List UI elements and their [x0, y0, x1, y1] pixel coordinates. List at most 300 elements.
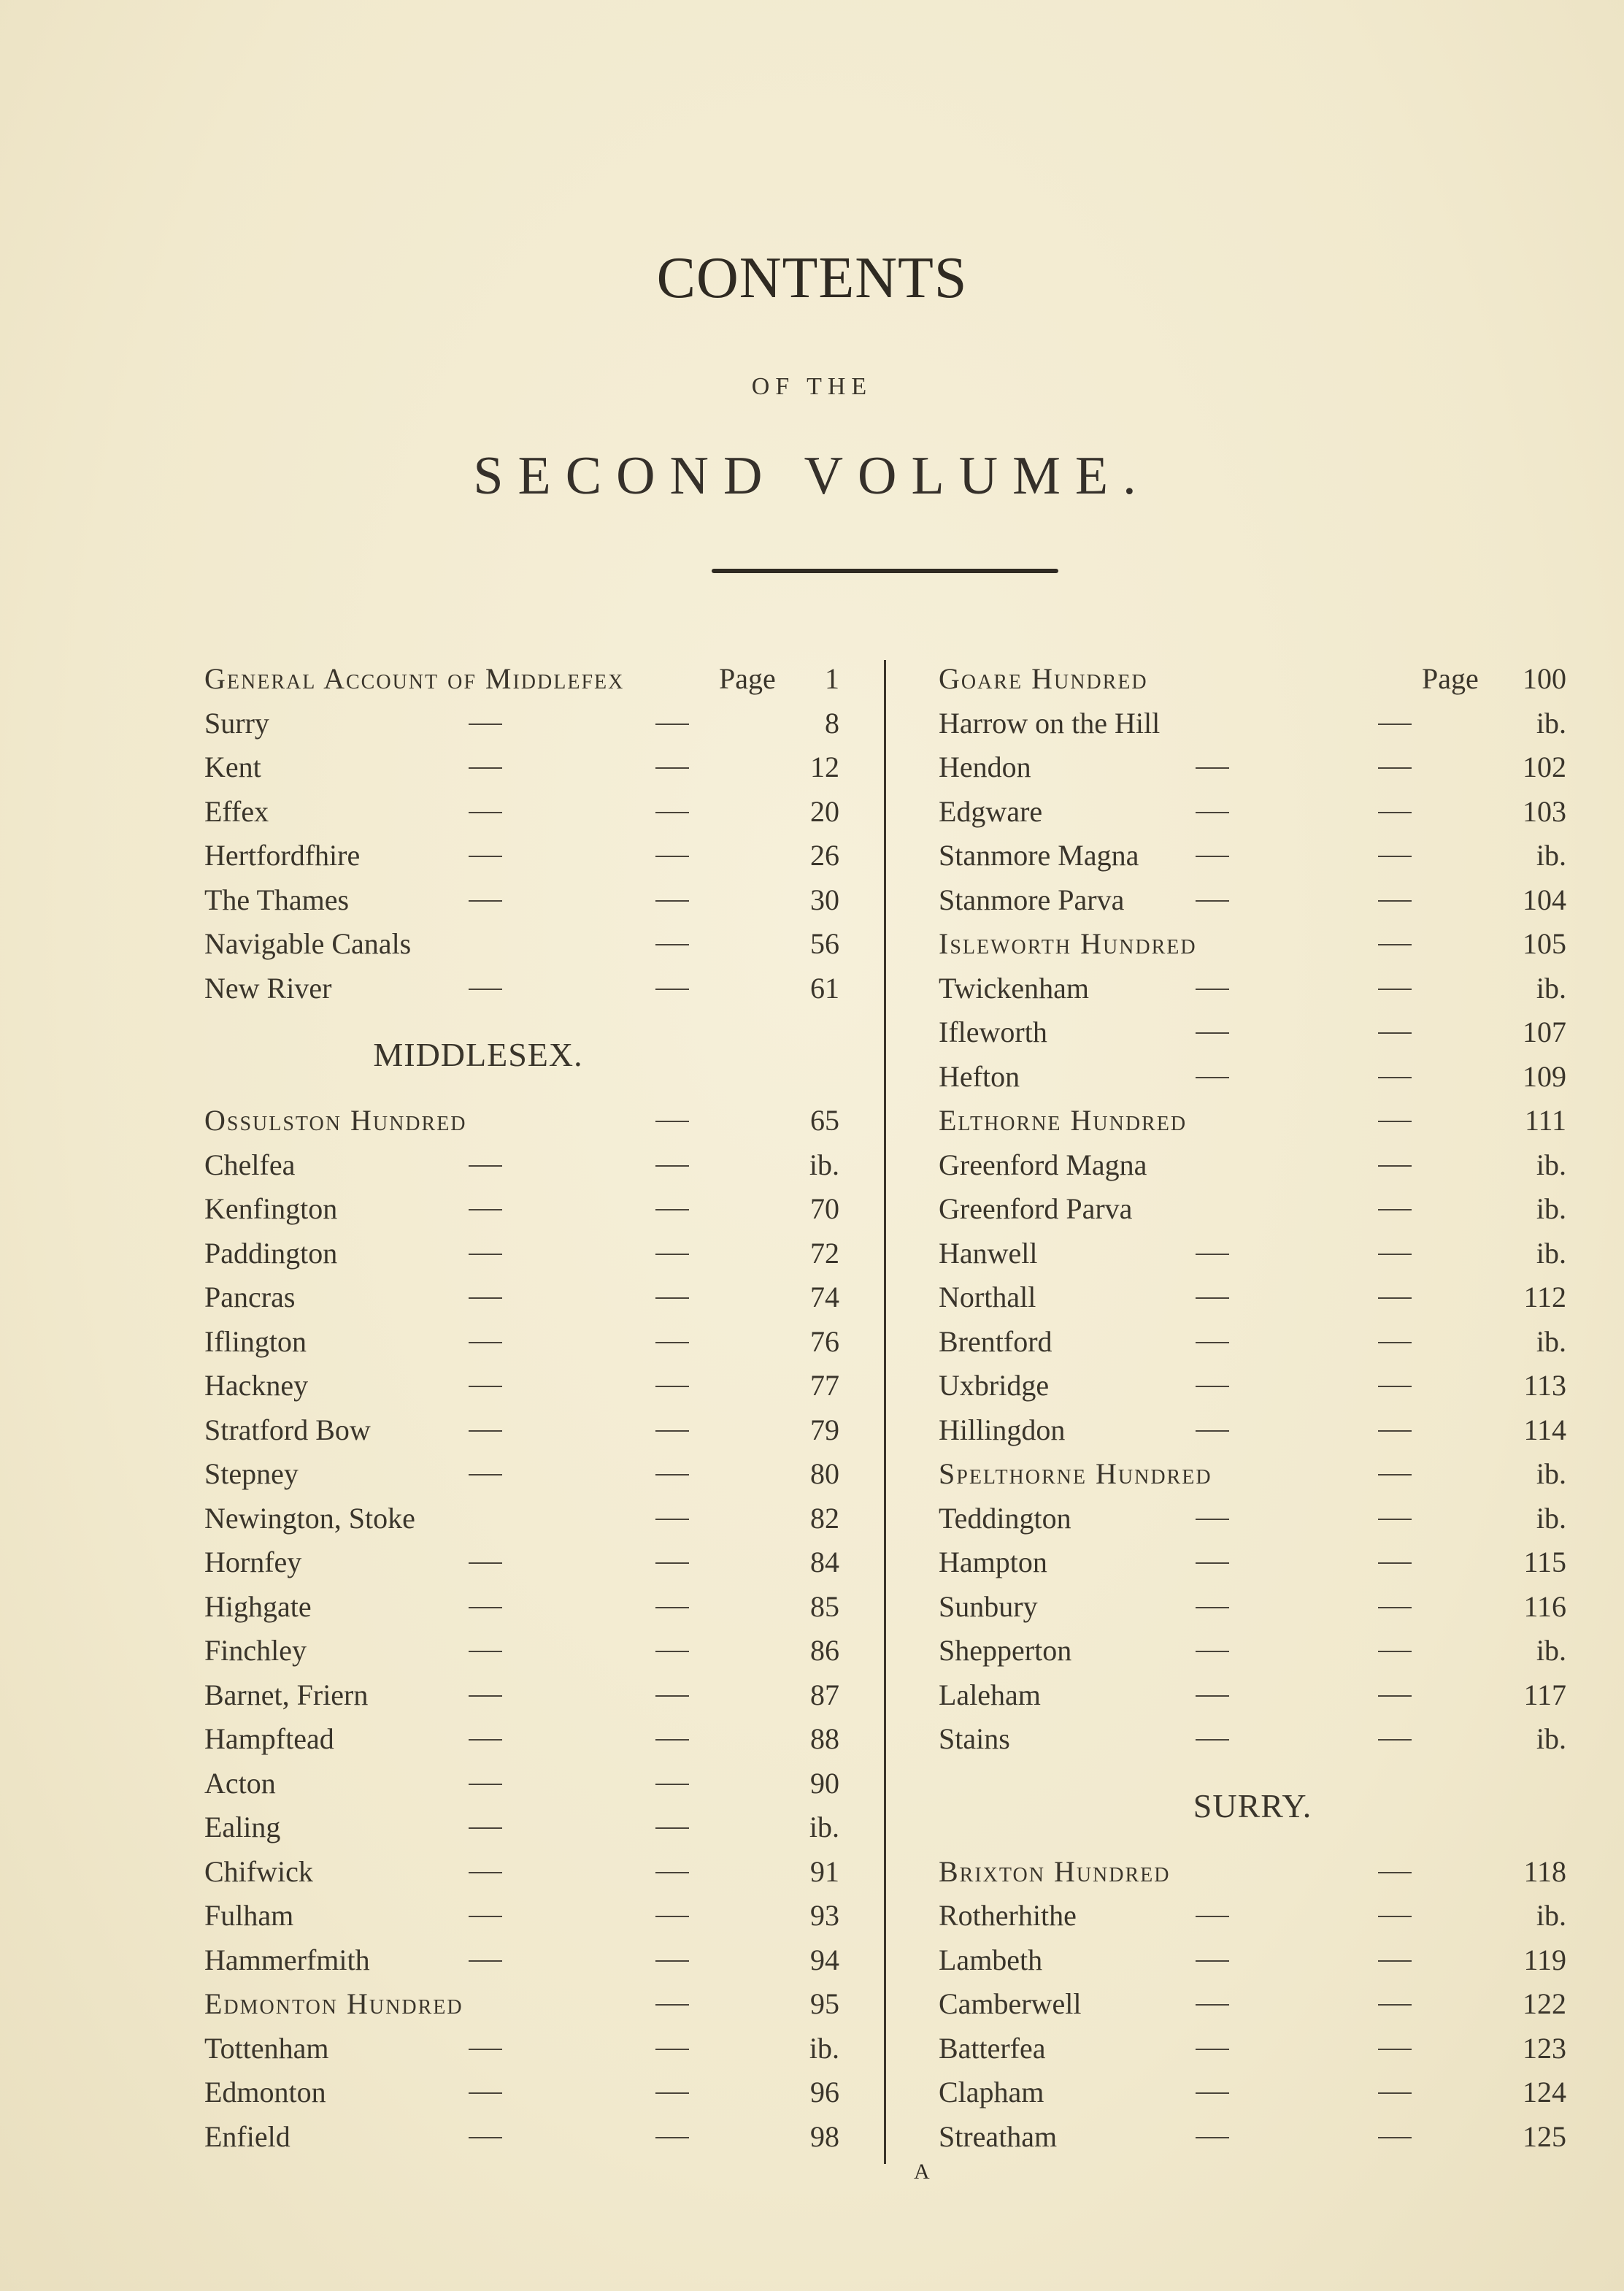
- leader-dash: [469, 2049, 502, 2050]
- entry-name: Newington, Stoke: [204, 1501, 415, 1535]
- leader-dash: [1196, 2092, 1229, 2094]
- page-number: 86: [810, 1634, 839, 1667]
- page-number: 115: [1523, 1546, 1566, 1578]
- contents-row: [939, 834, 1566, 878]
- entry-name: Northall: [939, 1281, 1036, 1313]
- page-number: 105: [1523, 927, 1566, 960]
- leader-dash: [469, 1872, 502, 1873]
- page-number: 1: [825, 662, 839, 695]
- contents-right-column: [939, 657, 1566, 2159]
- page-number: 109: [1523, 1059, 1566, 1093]
- page-number: 111: [1524, 1104, 1566, 1137]
- leader-dash: [655, 1297, 689, 1299]
- entry-name: Greenford Parva: [939, 1192, 1133, 1225]
- leader-dash: [655, 724, 689, 725]
- contents-row: [939, 1540, 1566, 1585]
- entry-name: Hanwell: [939, 1236, 1038, 1270]
- ornamental-rule: [712, 569, 1058, 573]
- leader-dash: [1378, 1209, 1412, 1210]
- leader-dash: [1196, 1254, 1229, 1255]
- contents-row: [939, 922, 1566, 967]
- leader-dash: [655, 1784, 689, 1785]
- contents-row: [939, 1010, 1566, 1055]
- page-number: 122: [1523, 1987, 1566, 2020]
- leader-dash: [655, 900, 689, 902]
- entry-name: Surry: [204, 706, 269, 740]
- entry-name: Harrow on the Hill: [939, 706, 1161, 740]
- leader-dash: [1378, 812, 1412, 813]
- entry-name: Elthorne Hundred: [939, 1104, 1188, 1137]
- contents-row: [939, 702, 1566, 746]
- page-number: ib.: [1536, 1501, 1566, 1535]
- page-number: 124: [1523, 2076, 1566, 2108]
- contents-row: [204, 1762, 839, 1806]
- page-number: ib.: [1536, 1192, 1566, 1225]
- page-number: 98: [810, 2119, 839, 2153]
- entry-name: Rotherhithe: [939, 1899, 1077, 1932]
- page-number: ib.: [809, 2031, 839, 2065]
- page-number: 90: [810, 1766, 839, 1800]
- leader-dash: [655, 1342, 689, 1343]
- leader-dash: [1196, 1430, 1229, 1432]
- entry-name: Batterfea: [939, 2031, 1046, 2065]
- page-number: 119: [1523, 1943, 1566, 1976]
- leader-dash: [1378, 1607, 1412, 1608]
- leader-dash: [1196, 812, 1229, 813]
- leader-dash: [1196, 1297, 1229, 1299]
- leader-dash: [655, 1562, 689, 1564]
- leader-dash: [469, 1960, 502, 1962]
- page-number: ib.: [1536, 1722, 1566, 1755]
- entry-name: Sunbury: [939, 1589, 1038, 1623]
- entry-name: Stepney: [204, 1457, 299, 1490]
- page-number: 20: [810, 794, 839, 828]
- leader-dash: [1196, 1607, 1229, 1608]
- leader-dash: [1378, 1254, 1412, 1255]
- entry-name: Chelfea: [204, 1148, 296, 1181]
- contents-row: [204, 790, 839, 834]
- contents-row: [939, 1232, 1566, 1276]
- contents-row: [204, 1452, 839, 1497]
- leader-dash: [1378, 1121, 1412, 1122]
- page-number: 30: [810, 883, 839, 916]
- page-number: 76: [810, 1324, 839, 1358]
- page-number: 94: [810, 1943, 839, 1976]
- contents-row: [204, 1099, 839, 1143]
- leader-dash: [469, 1430, 502, 1432]
- entry-name: Hendon: [939, 751, 1031, 783]
- contents-row: [204, 1364, 839, 1408]
- page-number: ib.: [1536, 839, 1566, 872]
- leader-dash: [1378, 1297, 1412, 1299]
- entry-name: Barnet, Friern: [204, 1678, 369, 1711]
- page-number: 26: [810, 839, 839, 872]
- leader-dash: [1196, 2137, 1229, 2138]
- leader-dash: [1378, 2049, 1412, 2050]
- page-number: 65: [810, 1104, 839, 1137]
- page-number: 93: [810, 1899, 839, 1932]
- page-number: 72: [810, 1236, 839, 1270]
- page-number: 79: [810, 1413, 839, 1446]
- contents-row: [204, 702, 839, 746]
- leader-dash: [469, 1739, 502, 1741]
- page-number: 104: [1523, 883, 1566, 916]
- contents-row: [939, 1938, 1566, 1983]
- contents-row: [939, 657, 1566, 702]
- entry-name: General Account of Middlefex: [204, 662, 625, 695]
- contents-row: [939, 1894, 1566, 1938]
- contents-row: [204, 1275, 839, 1320]
- entry-name: Camberwell: [939, 1987, 1082, 2020]
- entry-name: Stanmore Parva: [939, 883, 1125, 916]
- contents-row: [204, 1408, 839, 1453]
- page-number: 100: [1523, 662, 1566, 695]
- leader-dash: [469, 1916, 502, 1917]
- leader-dash: [469, 900, 502, 902]
- section-heading-surry: SURRY.: [1193, 1787, 1312, 1824]
- leader-dash: [469, 1209, 502, 1210]
- entry-name: Acton: [204, 1766, 276, 1800]
- page-number: ib.: [1536, 1634, 1566, 1667]
- leader-dash: [1378, 1651, 1412, 1652]
- leader-dash: [1196, 1739, 1229, 1741]
- leader-dash: [655, 856, 689, 857]
- entry-name: Tottenham: [204, 2031, 329, 2065]
- leader-dash: [469, 1562, 502, 1564]
- leader-dash: [1378, 1916, 1412, 1917]
- leader-dash: [469, 1695, 502, 1697]
- leader-dash: [655, 1519, 689, 1520]
- leader-dash: [469, 767, 502, 769]
- leader-dash: [655, 1121, 689, 1122]
- leader-dash: [655, 989, 689, 990]
- leader-dash: [1196, 1519, 1229, 1520]
- leader-dash: [655, 1607, 689, 1608]
- leader-dash: [655, 2049, 689, 2050]
- page-number: ib.: [809, 1148, 839, 1181]
- contents-row: [204, 1982, 839, 2027]
- contents-row: [939, 1099, 1566, 1143]
- leader-dash: [1196, 1916, 1229, 1917]
- leader-dash: [1378, 1342, 1412, 1343]
- contents-row: [204, 657, 839, 702]
- column-divider: [884, 660, 886, 2164]
- leader-dash: [1196, 989, 1229, 990]
- section-heading-middlesex: MIDDLESEX.: [373, 1036, 583, 1073]
- page-number: 95: [810, 1987, 839, 2020]
- entry-name: Laleham: [939, 1678, 1041, 1711]
- page-label: Page: [1422, 662, 1479, 695]
- contents-row: [204, 2027, 839, 2071]
- leader-dash: [655, 1430, 689, 1432]
- page-number: 80: [810, 1457, 839, 1490]
- contents-row: [204, 1187, 839, 1232]
- signature-mark: A: [914, 2160, 930, 2184]
- contents-row: [204, 1629, 839, 1673]
- page-number: 56: [810, 927, 839, 960]
- contents-row: [204, 1850, 839, 1895]
- contents-row: [204, 1320, 839, 1365]
- page-number: 107: [1523, 1016, 1566, 1048]
- leader-dash: [655, 1254, 689, 1255]
- entry-name: Greenford Magna: [939, 1148, 1147, 1181]
- leader-dash: [469, 1827, 502, 1829]
- contents-row: [939, 790, 1566, 834]
- contents-left-column: [204, 657, 839, 2159]
- entry-name: Uxbridge: [939, 1369, 1050, 1402]
- entry-name: Shepperton: [939, 1634, 1072, 1667]
- entry-name: Ossulston Hundred: [204, 1104, 467, 1137]
- entry-name: Iflington: [204, 1324, 307, 1358]
- page-number: 8: [825, 706, 839, 740]
- entry-name: Pancras: [204, 1281, 296, 1313]
- leader-dash: [655, 767, 689, 769]
- entry-name: Stains: [939, 1722, 1010, 1755]
- contents-row: [939, 745, 1566, 790]
- contents-row: [204, 1673, 839, 1718]
- page-number: 82: [810, 1501, 839, 1535]
- contents-row: [204, 922, 839, 967]
- leader-dash: [1196, 1077, 1229, 1078]
- page-number: ib.: [1536, 1899, 1566, 1932]
- page-number: 112: [1523, 1281, 1566, 1313]
- leader-dash: [1196, 2004, 1229, 2006]
- contents-row: [204, 745, 839, 790]
- leader-dash: [469, 1474, 502, 1475]
- contents-row: [204, 1143, 839, 1188]
- leader-dash: [655, 1739, 689, 1741]
- page-number: 70: [810, 1192, 839, 1225]
- contents-row: [939, 2027, 1566, 2071]
- contents-row: [939, 967, 1566, 1011]
- leader-dash: [469, 1784, 502, 1785]
- page-number: ib.: [1536, 971, 1566, 1005]
- contents-row: [939, 1850, 1566, 1895]
- entry-name: Streatham: [939, 2119, 1058, 2153]
- contents-row: [204, 2071, 839, 2115]
- leader-dash: [1378, 1430, 1412, 1432]
- leader-dash: [1378, 1077, 1412, 1078]
- leader-dash: [469, 989, 502, 990]
- contents-row: [204, 967, 839, 1011]
- contents-row: [939, 1364, 1566, 1408]
- entry-name: Edgware: [939, 794, 1043, 828]
- leader-dash: [1196, 1032, 1229, 1034]
- leader-dash: [1196, 767, 1229, 769]
- leader-dash: [1378, 2092, 1412, 2094]
- page-number: ib.: [1536, 1236, 1566, 1270]
- entry-name: Navigable Canals: [204, 927, 412, 960]
- contents-row: [204, 2115, 839, 2160]
- leader-dash: [1196, 1386, 1229, 1387]
- contents-row: [204, 1717, 839, 1762]
- volume-title: SECOND VOLUME.: [473, 446, 1151, 506]
- leader-dash: [1378, 1032, 1412, 1034]
- page-number: ib.: [1536, 706, 1566, 740]
- leader-dash: [655, 1695, 689, 1697]
- leader-dash: [1378, 767, 1412, 769]
- contents-row: [204, 1938, 839, 1983]
- page-label: Page: [719, 662, 776, 695]
- entry-name: Clapham: [939, 2076, 1044, 2108]
- entry-name: Kenfington: [204, 1192, 338, 1225]
- leader-dash: [1378, 1739, 1412, 1741]
- page-number: 87: [810, 1678, 839, 1711]
- contents-row: [939, 1585, 1566, 1630]
- leader-dash: [469, 812, 502, 813]
- leader-dash: [469, 1386, 502, 1387]
- leader-dash: [1378, 2137, 1412, 2138]
- page-number: 103: [1523, 794, 1566, 828]
- contents-row: [204, 1232, 839, 1276]
- leader-dash: [1196, 1695, 1229, 1697]
- page-number: 123: [1523, 2031, 1566, 2065]
- leader-dash: [1378, 1519, 1412, 1520]
- page-number: 77: [810, 1369, 839, 1402]
- page-number: 61: [810, 971, 839, 1005]
- entry-name: Ealing: [204, 1811, 281, 1843]
- leader-dash: [655, 1916, 689, 1917]
- entry-name: Finchley: [204, 1634, 307, 1667]
- contents-row: [939, 1408, 1566, 1453]
- leader-dash: [469, 2092, 502, 2094]
- leader-dash: [655, 1872, 689, 1873]
- entry-name: Fulham: [204, 1899, 294, 1932]
- contents-row: [939, 1143, 1566, 1188]
- leader-dash: [469, 1254, 502, 1255]
- page-title: CONTENTS: [656, 246, 968, 310]
- contents-row: [204, 1540, 839, 1585]
- page-number: 114: [1523, 1413, 1566, 1446]
- leader-dash: [469, 1342, 502, 1343]
- leader-dash: [655, 1651, 689, 1652]
- page-number: 85: [810, 1589, 839, 1623]
- page-subtitle: OF THE: [751, 373, 873, 400]
- leader-dash: [655, 812, 689, 813]
- leader-dash: [1196, 1960, 1229, 1962]
- leader-dash: [1378, 2004, 1412, 2006]
- entry-name: Stratford Bow: [204, 1413, 371, 1446]
- entry-name: Stanmore Magna: [939, 839, 1139, 872]
- entry-name: Hornfey: [204, 1546, 302, 1578]
- page-number: 12: [810, 751, 839, 783]
- leader-dash: [469, 1651, 502, 1652]
- leader-dash: [1378, 724, 1412, 725]
- entry-name: Brixton Hundred: [939, 1854, 1171, 1888]
- page-number: ib.: [1536, 1148, 1566, 1181]
- entry-name: Edmonton: [204, 2076, 326, 2108]
- contents-row: [939, 1497, 1566, 1541]
- entry-name: Paddington: [204, 1236, 338, 1270]
- contents-row: [939, 1717, 1566, 1762]
- page-number: 84: [810, 1546, 839, 1578]
- contents-row: [939, 2071, 1566, 2115]
- entry-name: Spelthorne Hundred: [939, 1457, 1212, 1490]
- entry-name: Brentford: [939, 1324, 1052, 1358]
- entry-name: Kent: [204, 751, 261, 783]
- entry-name: The Thames: [204, 883, 350, 916]
- page-number: ib.: [1536, 1457, 1566, 1490]
- page-number: 74: [810, 1281, 839, 1313]
- contents-row: [204, 1585, 839, 1630]
- page-number: 118: [1523, 1854, 1566, 1888]
- contents-row: [939, 878, 1566, 923]
- page-number: ib.: [1536, 1324, 1566, 1358]
- leader-dash: [1378, 1474, 1412, 1475]
- entry-name: Hillingdon: [939, 1413, 1066, 1446]
- leader-dash: [469, 2137, 502, 2138]
- page-number: 88: [810, 1722, 839, 1755]
- entry-name: Lambeth: [939, 1943, 1043, 1976]
- contents-row: [939, 1187, 1566, 1232]
- leader-dash: [655, 2004, 689, 2006]
- contents-row: [204, 878, 839, 923]
- contents-row: [939, 1452, 1566, 1497]
- entry-name: Ifleworth: [939, 1016, 1047, 1048]
- leader-dash: [655, 1474, 689, 1475]
- leader-dash: [1196, 1342, 1229, 1343]
- entry-name: Effex: [204, 794, 269, 828]
- entry-name: Goare Hundred: [939, 662, 1148, 695]
- leader-dash: [469, 856, 502, 857]
- entry-name: Chifwick: [204, 1854, 313, 1888]
- leader-dash: [1378, 944, 1412, 945]
- contents-row: [939, 1055, 1566, 1100]
- leader-dash: [1196, 856, 1229, 857]
- page-number: 96: [810, 2076, 839, 2108]
- page-number: 117: [1523, 1678, 1566, 1711]
- leader-dash: [1196, 900, 1229, 902]
- contents-row: [939, 2115, 1566, 2160]
- contents-row: [939, 1320, 1566, 1365]
- page-number: 91: [810, 1854, 839, 1888]
- leader-dash: [1378, 1562, 1412, 1564]
- page-number: ib.: [809, 1811, 839, 1843]
- leader-dash: [655, 1827, 689, 1829]
- entry-name: Hampftead: [204, 1722, 334, 1755]
- leader-dash: [655, 2092, 689, 2094]
- entry-name: Hackney: [204, 1369, 309, 1402]
- entry-name: Isleworth Hundred: [939, 927, 1197, 960]
- leader-dash: [1196, 2049, 1229, 2050]
- leader-dash: [1378, 1872, 1412, 1873]
- leader-dash: [1378, 1165, 1412, 1167]
- entry-name: Hammerfmith: [204, 1943, 370, 1976]
- contents-row: [204, 1894, 839, 1938]
- leader-dash: [469, 724, 502, 725]
- leader-dash: [1378, 856, 1412, 857]
- page-number: 116: [1523, 1589, 1566, 1623]
- leader-dash: [469, 1607, 502, 1608]
- leader-dash: [655, 1960, 689, 1962]
- leader-dash: [1378, 1386, 1412, 1387]
- leader-dash: [469, 1297, 502, 1299]
- contents-row: [939, 1629, 1566, 1673]
- contents-row: [204, 834, 839, 878]
- entry-name: Enfield: [204, 2119, 290, 2153]
- leader-dash: [655, 1386, 689, 1387]
- entry-name: Highgate: [204, 1589, 312, 1623]
- contents-row: [939, 1275, 1566, 1320]
- entry-name: Hefton: [939, 1059, 1020, 1093]
- entry-name: New River: [204, 971, 332, 1005]
- page-number: 113: [1523, 1369, 1566, 1402]
- leader-dash: [1196, 1562, 1229, 1564]
- leader-dash: [655, 1165, 689, 1167]
- leader-dash: [1378, 1695, 1412, 1697]
- leader-dash: [1378, 989, 1412, 990]
- entry-name: Edmonton Hundred: [204, 1987, 463, 2020]
